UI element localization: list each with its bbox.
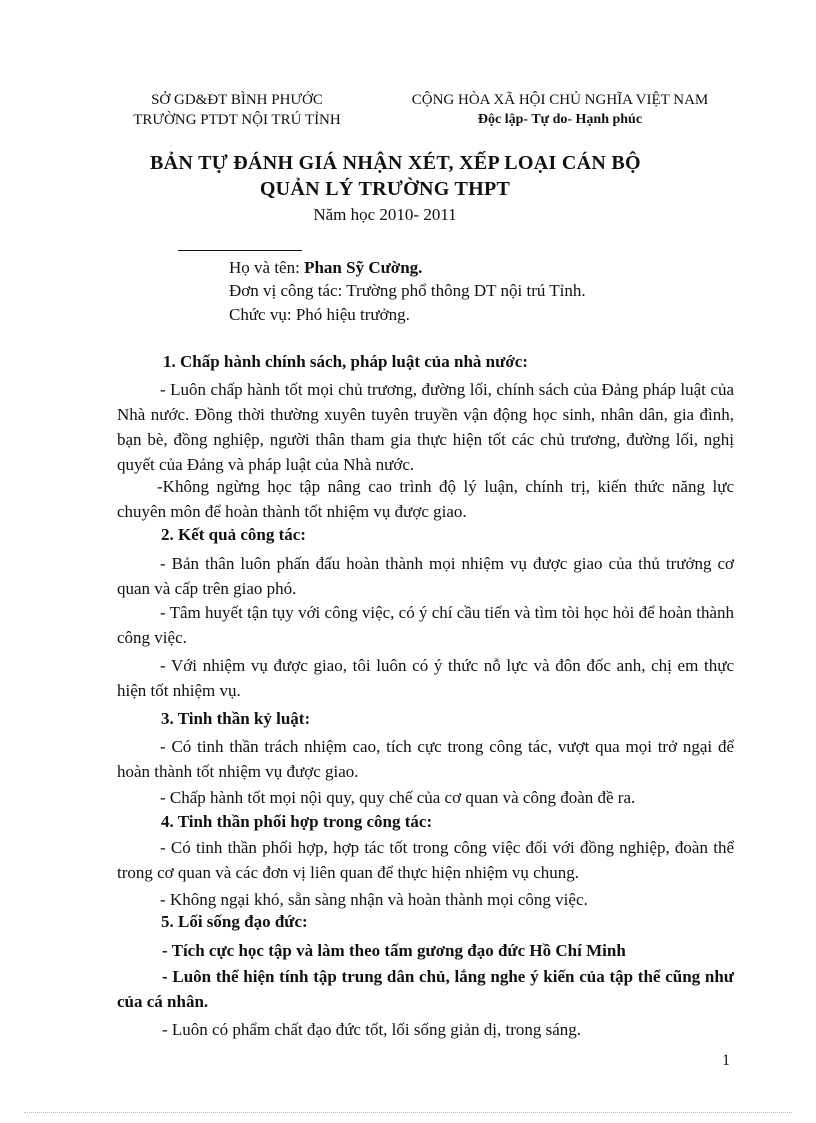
header-left: [117, 90, 357, 130]
section-2-paragraph-1: - Bản thân luôn phấn đấu hoàn thành mọi nhiệm vụ được giao của thủ trưởng cơ quan và cấp trên giao phó.: [117, 554, 734, 598]
department-name: SỞ GD&ĐT BÌNH PHƯỚC: [151, 92, 323, 108]
section-5-heading: 5. Lối sống đạo đức:: [161, 912, 308, 931]
page-number: 1: [722, 1052, 730, 1069]
section-2-paragraph-3: - Với nhiệm vụ được giao, tôi luôn có ý thức nỗ lực và đôn đốc anh, chị em thực hiện tốt nhiệm vụ.: [117, 656, 734, 700]
section-5-paragraph-3: - Luôn có phẩm chất đạo đức tốt, lối sống giản dị, trong sáng.: [162, 1020, 582, 1039]
section-2-paragraph-2: - Tâm huyết tận tụy với công việc, có ý chí cầu tiến và tìm tòi học hỏi để hoàn thành công việc.: [117, 603, 734, 647]
section-3-paragraph-1: - Có tinh thần trách nhiệm cao, tích cực trong công tác, vượt qua mọi trở ngại để hoàn thành tốt nhiệm vụ được giao.: [117, 737, 734, 781]
section-3-paragraph-2: - Chấp hành tốt mọi nội quy, quy chế của cơ quan và công đoàn đề ra.: [160, 788, 636, 807]
section-2-heading: 2. Kết quả công tác:: [161, 525, 306, 544]
page-bottom-border: [24, 1112, 792, 1113]
section-1-heading: 1. Chấp hành chính sách, pháp luật của nhà nước:: [163, 352, 528, 371]
document-title: [150, 150, 641, 202]
name-label: Họ và tên:: [229, 258, 305, 277]
section-3-heading: 3. Tinh thần kỷ luật:: [161, 709, 311, 728]
title-divider: [178, 250, 302, 251]
title-line-2: QUẢN LÝ TRƯỜNG THPT: [259, 178, 511, 200]
section-4-heading: 4. Tinh thần phối hợp trong công tác:: [161, 812, 433, 831]
position-line: Chức vụ: Phó hiệu trưởng.: [229, 305, 410, 324]
section-5-paragraph-2: - Luôn thể hiện tính tập trung dân chủ, lắng nghe ý kiến của tập thể cũng như của cá nhân.: [117, 967, 734, 1011]
title-line-1: BẢN TỰ ĐÁNH GIÁ NHẬN XÉT, XẾP LOẠI CÁN BỘ: [150, 152, 641, 174]
name-line: [229, 258, 422, 278]
section-4-paragraph-2: - Không ngại khó, sẵn sàng nhận và hoàn thành mọi công việc.: [160, 890, 588, 909]
section-4-paragraph-1: - Có tinh thần phối hợp, hợp tác tốt trong công việc đối với đồng nghiệp, đoàn thể trong cơ quan và các đơn vị liên quan để thực hiện nhiệm vụ chung.: [117, 838, 734, 882]
school-year: Năm học 2010- 2011: [313, 205, 457, 224]
header-right: [380, 90, 740, 130]
unit-line: Đơn vị công tác: Trường phổ thông DT nội trú Tỉnh.: [229, 281, 586, 300]
name-value: Phan Sỹ Cường.: [304, 258, 423, 277]
motto: Độc lập- Tự do- Hạnh phúc: [477, 112, 643, 127]
school-name: TRƯỜNG PTDT NỘI TRÚ TỈNH: [133, 112, 341, 128]
section-5-paragraph-1: - Tích cực học tập và làm theo tấm gương đạo đức Hồ Chí Minh: [162, 941, 626, 960]
section-1-paragraph-2: -Không ngừng học tập nâng cao trình độ lý luận, chính trị, kiến thức năng lực chuyên môn để hoàn thành tốt nhiệm vụ được giao.: [117, 477, 734, 521]
country-name: CỘNG HÒA XÃ HỘI CHỦ NGHĨA VIỆT NAM: [411, 92, 709, 108]
section-1-paragraph-1: - Luôn chấp hành tốt mọi chủ trương, đường lối, chính sách của Đảng pháp luật của Nhà nước. Đồng thời thường xuyên tuyên truyền vận động học sinh, nhân dân, gia đình, bạn bè, đồng nghiệp, người thân tham gia thực hiện tốt các chủ trương, đường lối, nghị quyết của Đảng và pháp luật của Nhà nước.: [117, 380, 734, 474]
